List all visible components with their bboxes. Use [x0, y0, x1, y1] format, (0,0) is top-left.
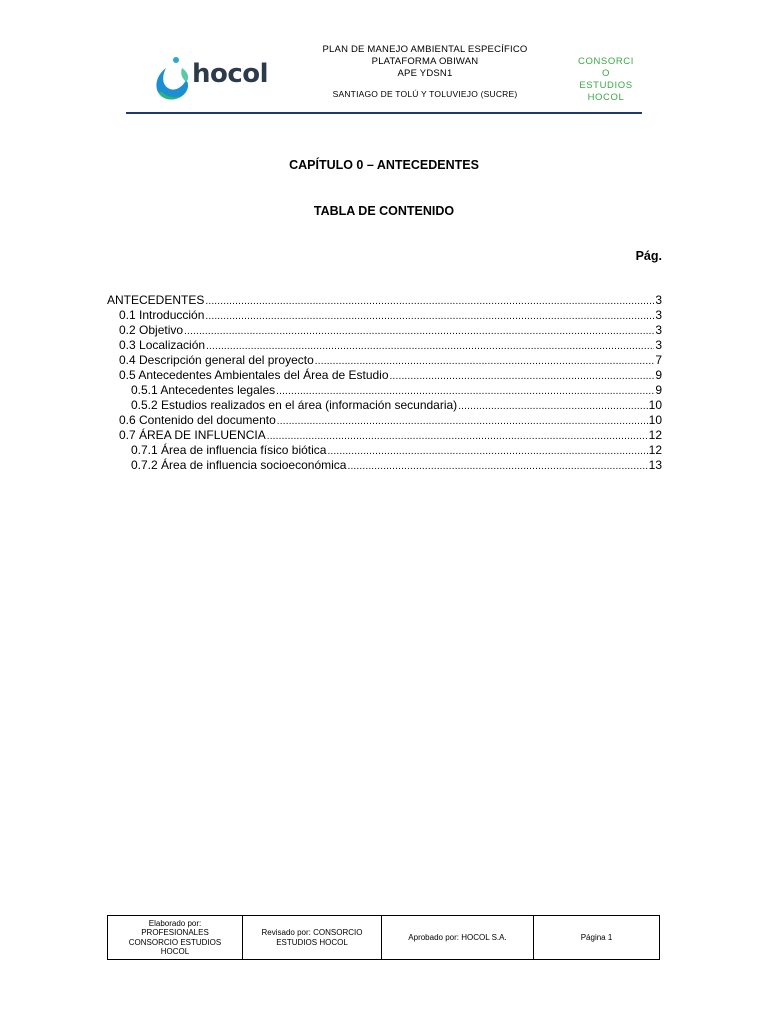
toc-leader-dots	[205, 293, 654, 308]
toc-leader-dots	[267, 428, 648, 443]
footer-elaborado-label: Elaborado por:	[148, 918, 202, 928]
toc-entry-label: 0.1 Introducción	[119, 308, 205, 322]
header-location: SANTIAGO DE TOLÚ Y TOLUVIEJO (SUCRE)	[332, 89, 518, 99]
footer-revisado-cell	[243, 916, 382, 959]
toc-leader-dots	[327, 443, 647, 458]
toc-entry-page: 3	[655, 308, 662, 322]
footer-elaborado-line: HOCOL	[160, 947, 190, 956]
toc-entry[interactable]	[107, 428, 662, 443]
toc-entry[interactable]	[107, 458, 662, 473]
toc-entry[interactable]	[107, 443, 662, 458]
toc-entry-page: 13	[648, 458, 662, 472]
toc-leader-dots	[390, 368, 655, 383]
hocol-logo	[152, 54, 272, 106]
toc-entry[interactable]	[107, 398, 662, 413]
footer-elaborado-line: CONSORCIO ESTUDIOS	[128, 937, 222, 947]
header-document-info	[300, 44, 550, 100]
logo-wordmark: hocol	[192, 59, 269, 89]
footer-revisado-text: Revisado por: CONSORCIO ESTUDIOS HOCOL	[261, 928, 363, 947]
toc-entry-label: 0.5.2 Estudios realizados en el área (información secundaria)	[131, 398, 458, 412]
toc-entry-label: ANTECEDENTES	[107, 293, 205, 307]
toc-entry-page: 12	[648, 428, 662, 442]
toc-entry-label: 0.2 Objetivo	[119, 323, 184, 337]
footer-aprobado-cell	[382, 916, 534, 959]
toc-leader-dots	[205, 308, 654, 323]
toc-entry-label: 0.7.2 Área de influencia socioeconómica	[131, 458, 347, 472]
consortium-line: CONSORCI	[578, 56, 634, 67]
toc-entry[interactable]	[107, 383, 662, 398]
footer-aprobado-text: Aprobado por: HOCOL S.A.	[408, 932, 507, 942]
toc-entry[interactable]	[107, 323, 662, 338]
toc-entry-page: 3	[655, 293, 662, 307]
toc-leader-dots	[277, 413, 648, 428]
chapter-title: CAPÍTULO 0 – ANTECEDENTES	[289, 158, 479, 172]
toc-entry-page: 7	[655, 353, 662, 367]
header-platform: PLATAFORMA OBIWAN	[371, 56, 479, 67]
footer-page-number: Página 1	[580, 932, 613, 942]
toc-entry-label: 0.7 ÁREA DE INFLUENCIA	[119, 428, 266, 442]
header-plan-title: PLAN DE MANEJO AMBIENTAL ESPECÍFICO	[322, 44, 528, 55]
toc-entry-page: 3	[655, 323, 662, 337]
header-ape: APE YDSN1	[397, 68, 453, 79]
toc-title: TABLA DE CONTENIDO	[313, 204, 455, 218]
toc-entry-label: 0.5 Antecedentes Ambientales del Área de Estudio	[119, 368, 389, 382]
toc-entry[interactable]	[107, 368, 662, 383]
consortium-line: HOCOL	[587, 92, 625, 103]
toc-leader-dots	[347, 458, 647, 473]
footer-pagina-cell	[534, 916, 659, 959]
toc-leader-dots	[315, 353, 655, 368]
toc-leader-dots	[206, 338, 654, 353]
toc-leader-dots	[458, 398, 647, 413]
toc-entry[interactable]	[107, 338, 662, 353]
header-consortium	[570, 56, 642, 104]
toc-entry-page: 3	[655, 338, 662, 352]
page-column-label: Pág.	[635, 249, 662, 263]
toc-entry-label: 0.6 Contenido del documento	[119, 413, 276, 427]
footer-elaborado-cell	[108, 916, 243, 959]
toc-entry-page: 10	[648, 413, 662, 427]
toc-entry-label: 0.3 Localización	[119, 338, 206, 352]
toc-entry-page: 9	[655, 383, 662, 397]
toc-entry-page: 12	[648, 443, 662, 457]
toc-entry-page: 10	[648, 398, 662, 412]
toc-entry-page: 9	[655, 368, 662, 382]
toc-entry[interactable]	[107, 293, 662, 308]
toc-leader-dots	[184, 323, 654, 338]
toc-leader-dots	[276, 383, 654, 398]
toc-entry-label: 0.5.1 Antecedentes legales	[131, 383, 276, 397]
toc-entry[interactable]	[107, 353, 662, 368]
toc-entry-label: 0.4 Descripción general del proyecto	[119, 353, 314, 367]
hocol-logo-icon	[152, 54, 192, 106]
approval-footer-table	[107, 915, 660, 960]
consortium-line: ESTUDIOS	[579, 80, 633, 91]
toc-entry[interactable]	[107, 413, 662, 428]
footer-elaborado-line: PROFESIONALES	[141, 928, 209, 937]
toc-entry[interactable]	[107, 308, 662, 323]
toc-entry-label: 0.7.1 Área de influencia físico biótica	[131, 443, 327, 457]
header-divider	[126, 112, 642, 114]
consortium-line: O	[602, 68, 610, 79]
table-of-contents	[107, 293, 662, 473]
